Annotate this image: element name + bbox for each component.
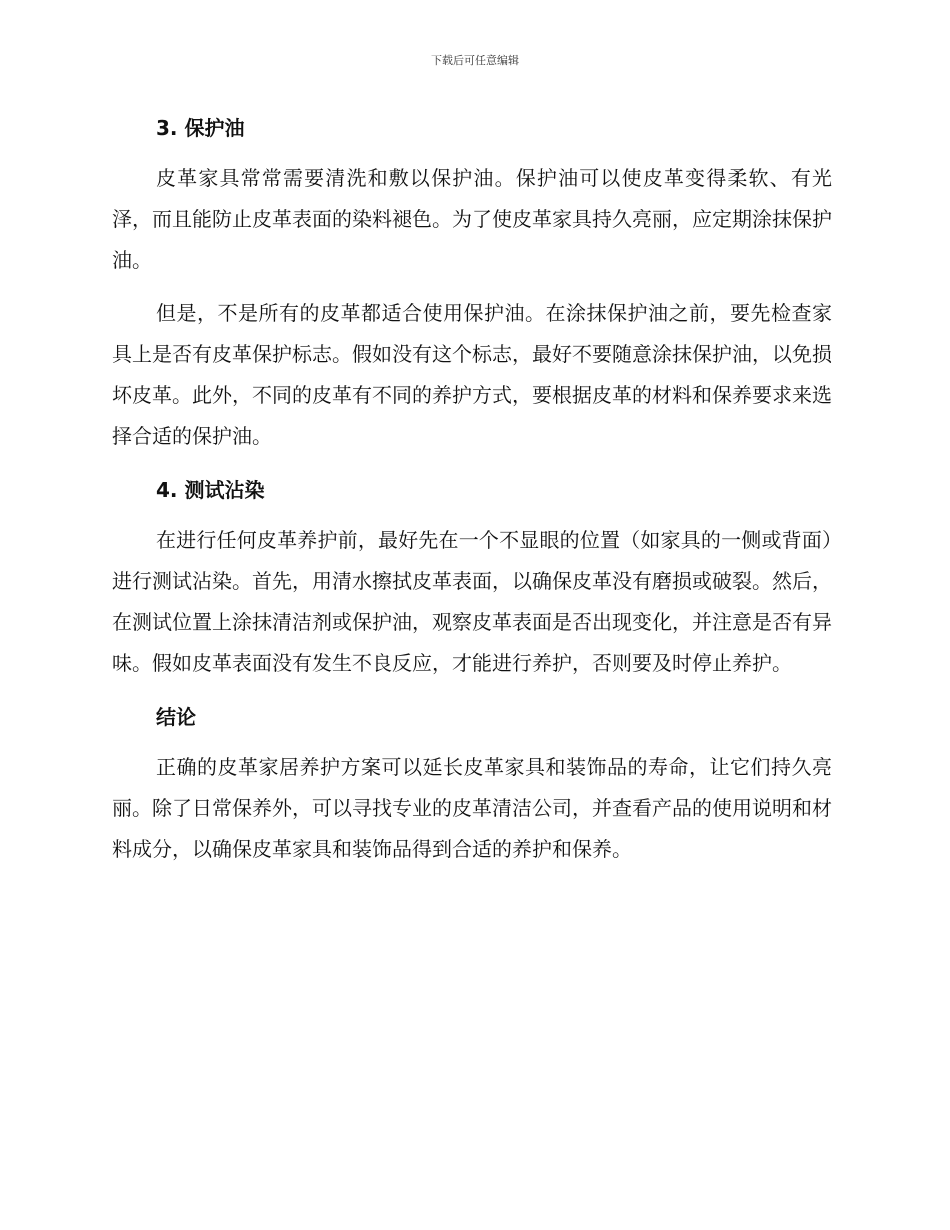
section-heading-protective-oil: 3. 保护油 [156, 116, 245, 140]
paragraph: 在进行任何皮革养护前，最好先在一个不显眼的位置（如家具的一侧或背面）进行测试沾染。首先，用清水擦拭皮革表面，以确保皮革没有磨损或破裂。然后，在测试位置上涂抹清洁剂或保护油，观察皮革表面是否出现变化，并注意是否有异味。假如皮革表面没有发生不良反应，才能进行养护，否则要及时停止养护。 [112, 528, 832, 675]
section-heading-test-stain: 4. 测试沾染 [156, 478, 265, 502]
spacer [112, 508, 832, 520]
section-heading-conclusion: 结论 [156, 705, 196, 729]
spacer [112, 281, 832, 293]
paragraph: 皮革家具常常需要清洗和敷以保护油。保护油可以使皮革变得柔软、有光泽，而且能防止皮革表面的染料褪色。为了使皮革家具持久亮丽，应定期涂抹保护油。 [112, 166, 832, 272]
header-note: 下载后可任意编辑 [431, 54, 519, 67]
paragraph: 但是，不是所有的皮革都适合使用保护油。在涂抹保护油之前，要先检查家具上是否有皮革保护标志。假如没有这个标志，最好不要随意涂抹保护油，以免损坏皮革。此外，不同的皮革有不同的养护方式，要根据皮革的材料和保养要求来选择合适的保护油。 [112, 301, 832, 448]
paragraph: 正确的皮革家居养护方案可以延长皮革家具和装饰品的寿命，让它们持久亮丽。除了日常保养外，可以寻找专业的皮革清洁公司，并查看产品的使用说明和材料成分，以确保皮革家具和装饰品得到合适的养护和保养。 [112, 755, 832, 861]
spacer [112, 735, 832, 747]
spacer [112, 457, 832, 472]
document-body [112, 110, 832, 870]
spacer [112, 684, 832, 699]
spacer [112, 146, 832, 158]
